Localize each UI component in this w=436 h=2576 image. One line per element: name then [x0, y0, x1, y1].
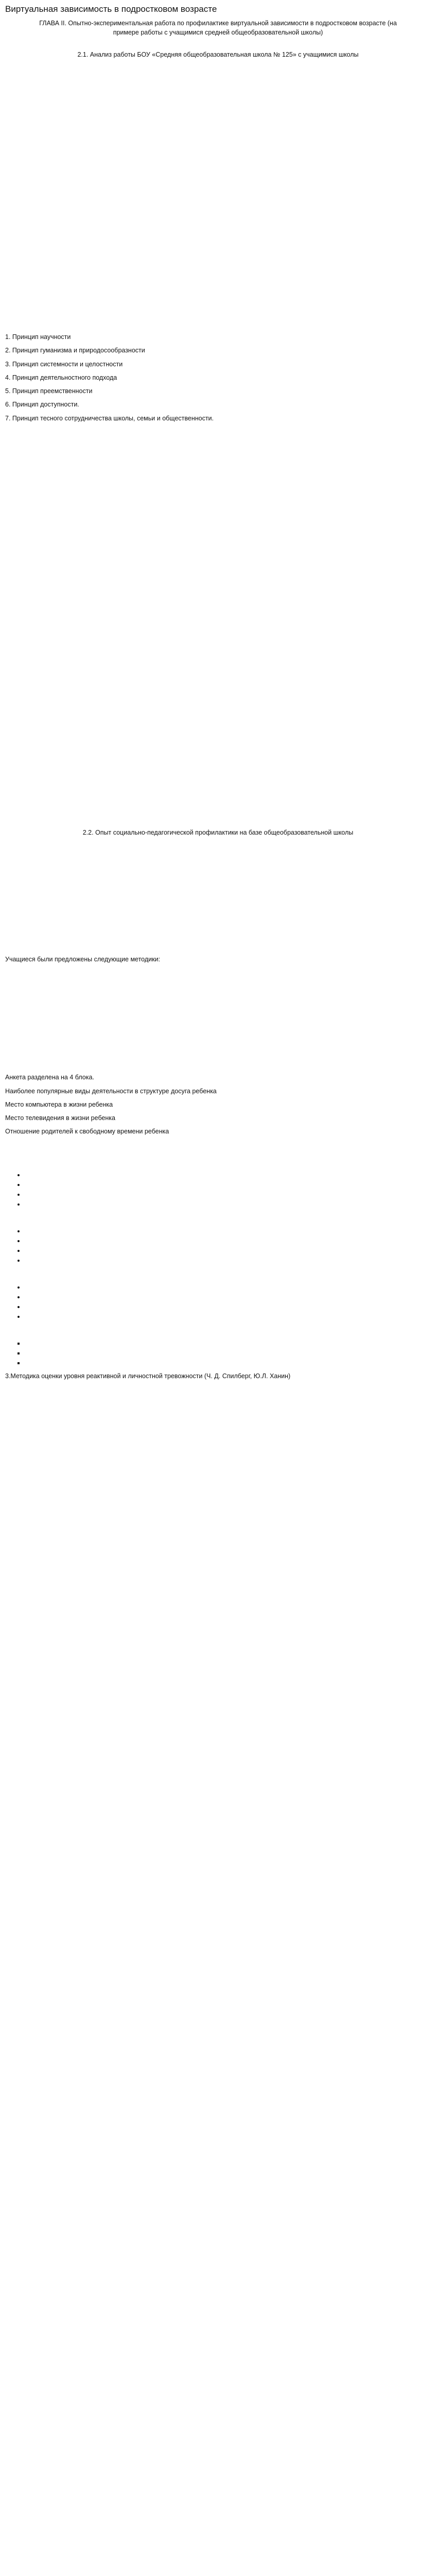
- list-item: [25, 1349, 431, 1358]
- list-item: [25, 1256, 431, 1265]
- section-2-heading: 2.2. Опыт социально-педагогической профилактики на базе общеобразовательной школы: [82, 828, 354, 836]
- paragraph: [5, 157, 431, 181]
- bullet-list: [5, 1339, 431, 1368]
- paragraph: [5, 473, 431, 515]
- paragraph: [5, 428, 431, 469]
- survey-item: Наиболее популярные виды деятельности в структуре досуга ребенка: [5, 1087, 217, 1095]
- paragraph: [5, 1507, 431, 1532]
- spacer: [5, 761, 431, 823]
- spacer: [5, 846, 431, 867]
- section-1-body: [5, 69, 431, 315]
- bullet-list: [5, 1283, 431, 1321]
- paragraph: [5, 1415, 431, 1456]
- bullet-list: [5, 1227, 431, 1265]
- principles-list: [5, 333, 431, 423]
- methods-intro: Учащиеся были предложены следующие методики:: [5, 956, 161, 963]
- paragraph: [5, 732, 431, 757]
- paragraph: [5, 867, 431, 892]
- paragraph: [5, 127, 431, 152]
- paragraph: [5, 519, 431, 544]
- paragraph: [5, 549, 431, 590]
- principle-item: 6. Принцип доступности.: [5, 401, 79, 409]
- principles-intro: [5, 320, 431, 328]
- page-title: Виртуальная зависимость в подростковом возрасте: [5, 4, 217, 14]
- paragraph: [5, 595, 431, 636]
- section-1-heading: 2.1. Анализ работы БОУ «Средняя общеобразовательная школа № 125» с учащимися школы: [77, 50, 359, 58]
- list-item: [25, 1312, 431, 1321]
- list-item: [25, 1293, 431, 1301]
- paragraph: [5, 232, 431, 257]
- paragraph: [5, 1014, 431, 1039]
- list-item: [25, 1302, 431, 1311]
- method-3-heading: 3.Методика оценки уровня реактивной и личностной тревожности (Ч. Д. Спилберг, Ю.Л. Ханин): [5, 1372, 291, 1380]
- principle-item: 1. Принцип научности: [5, 333, 71, 341]
- paragraph: [5, 1141, 431, 1166]
- list-item: [25, 1190, 431, 1199]
- list-item: [25, 1200, 431, 1209]
- survey-blocks: [5, 1073, 431, 1136]
- paragraph: [5, 69, 431, 93]
- list-item: [25, 1283, 431, 1292]
- chapter-heading: ГЛАВА II. Опытно-экспериментальная работа по профилактике виртуальной зависимости в подростковом возрасте (на примере работы с учащимися средней общеобразовательной школы): [39, 20, 397, 36]
- list-item: [25, 1180, 431, 1189]
- survey-item: Отношение родителей к свободному времени ребенка: [5, 1128, 169, 1136]
- paragraph: [5, 896, 431, 921]
- list-item: [25, 1359, 431, 1367]
- bullet-list: [5, 1171, 431, 1209]
- paragraph: [5, 1044, 431, 1069]
- section-1-body-continued: [5, 428, 431, 757]
- list-item: [25, 1227, 431, 1235]
- principle-item: 3. Принцип системности и целостности: [5, 360, 123, 368]
- paragraph: [5, 1461, 431, 1502]
- principle-item: 5. Принцип преемственности: [5, 387, 93, 395]
- list-item: [25, 1236, 431, 1245]
- survey-item: Место телевидения в жизни ребенка: [5, 1114, 116, 1122]
- list-item: [25, 1171, 431, 1179]
- paragraph: [5, 926, 431, 951]
- paragraph: [5, 686, 431, 727]
- paragraph: [5, 261, 431, 286]
- paragraph: [5, 640, 431, 682]
- survey-item: Место компьютера в жизни ребенка: [5, 1100, 113, 1108]
- principle-item: 7. Принцип тесного сотрудничества школы, семьи и общественности.: [5, 414, 214, 422]
- principle-item: 4. Принцип деятельностного подхода: [5, 374, 117, 381]
- list-item: [25, 1339, 431, 1348]
- list-intro: [5, 1326, 431, 1334]
- paragraph: [5, 291, 431, 315]
- paragraph: [5, 969, 431, 1010]
- paragraph: [5, 98, 431, 123]
- list-intro: [5, 1214, 431, 1222]
- paragraph: [5, 186, 431, 227]
- list-item: [25, 1246, 431, 1255]
- principle-item: 2. Принцип гуманизма и природосообразности: [5, 347, 145, 354]
- survey-item: Анкета разделена на 4 блока.: [5, 1074, 94, 1081]
- list-intro: [5, 1270, 431, 1278]
- paragraph: [5, 1386, 431, 1411]
